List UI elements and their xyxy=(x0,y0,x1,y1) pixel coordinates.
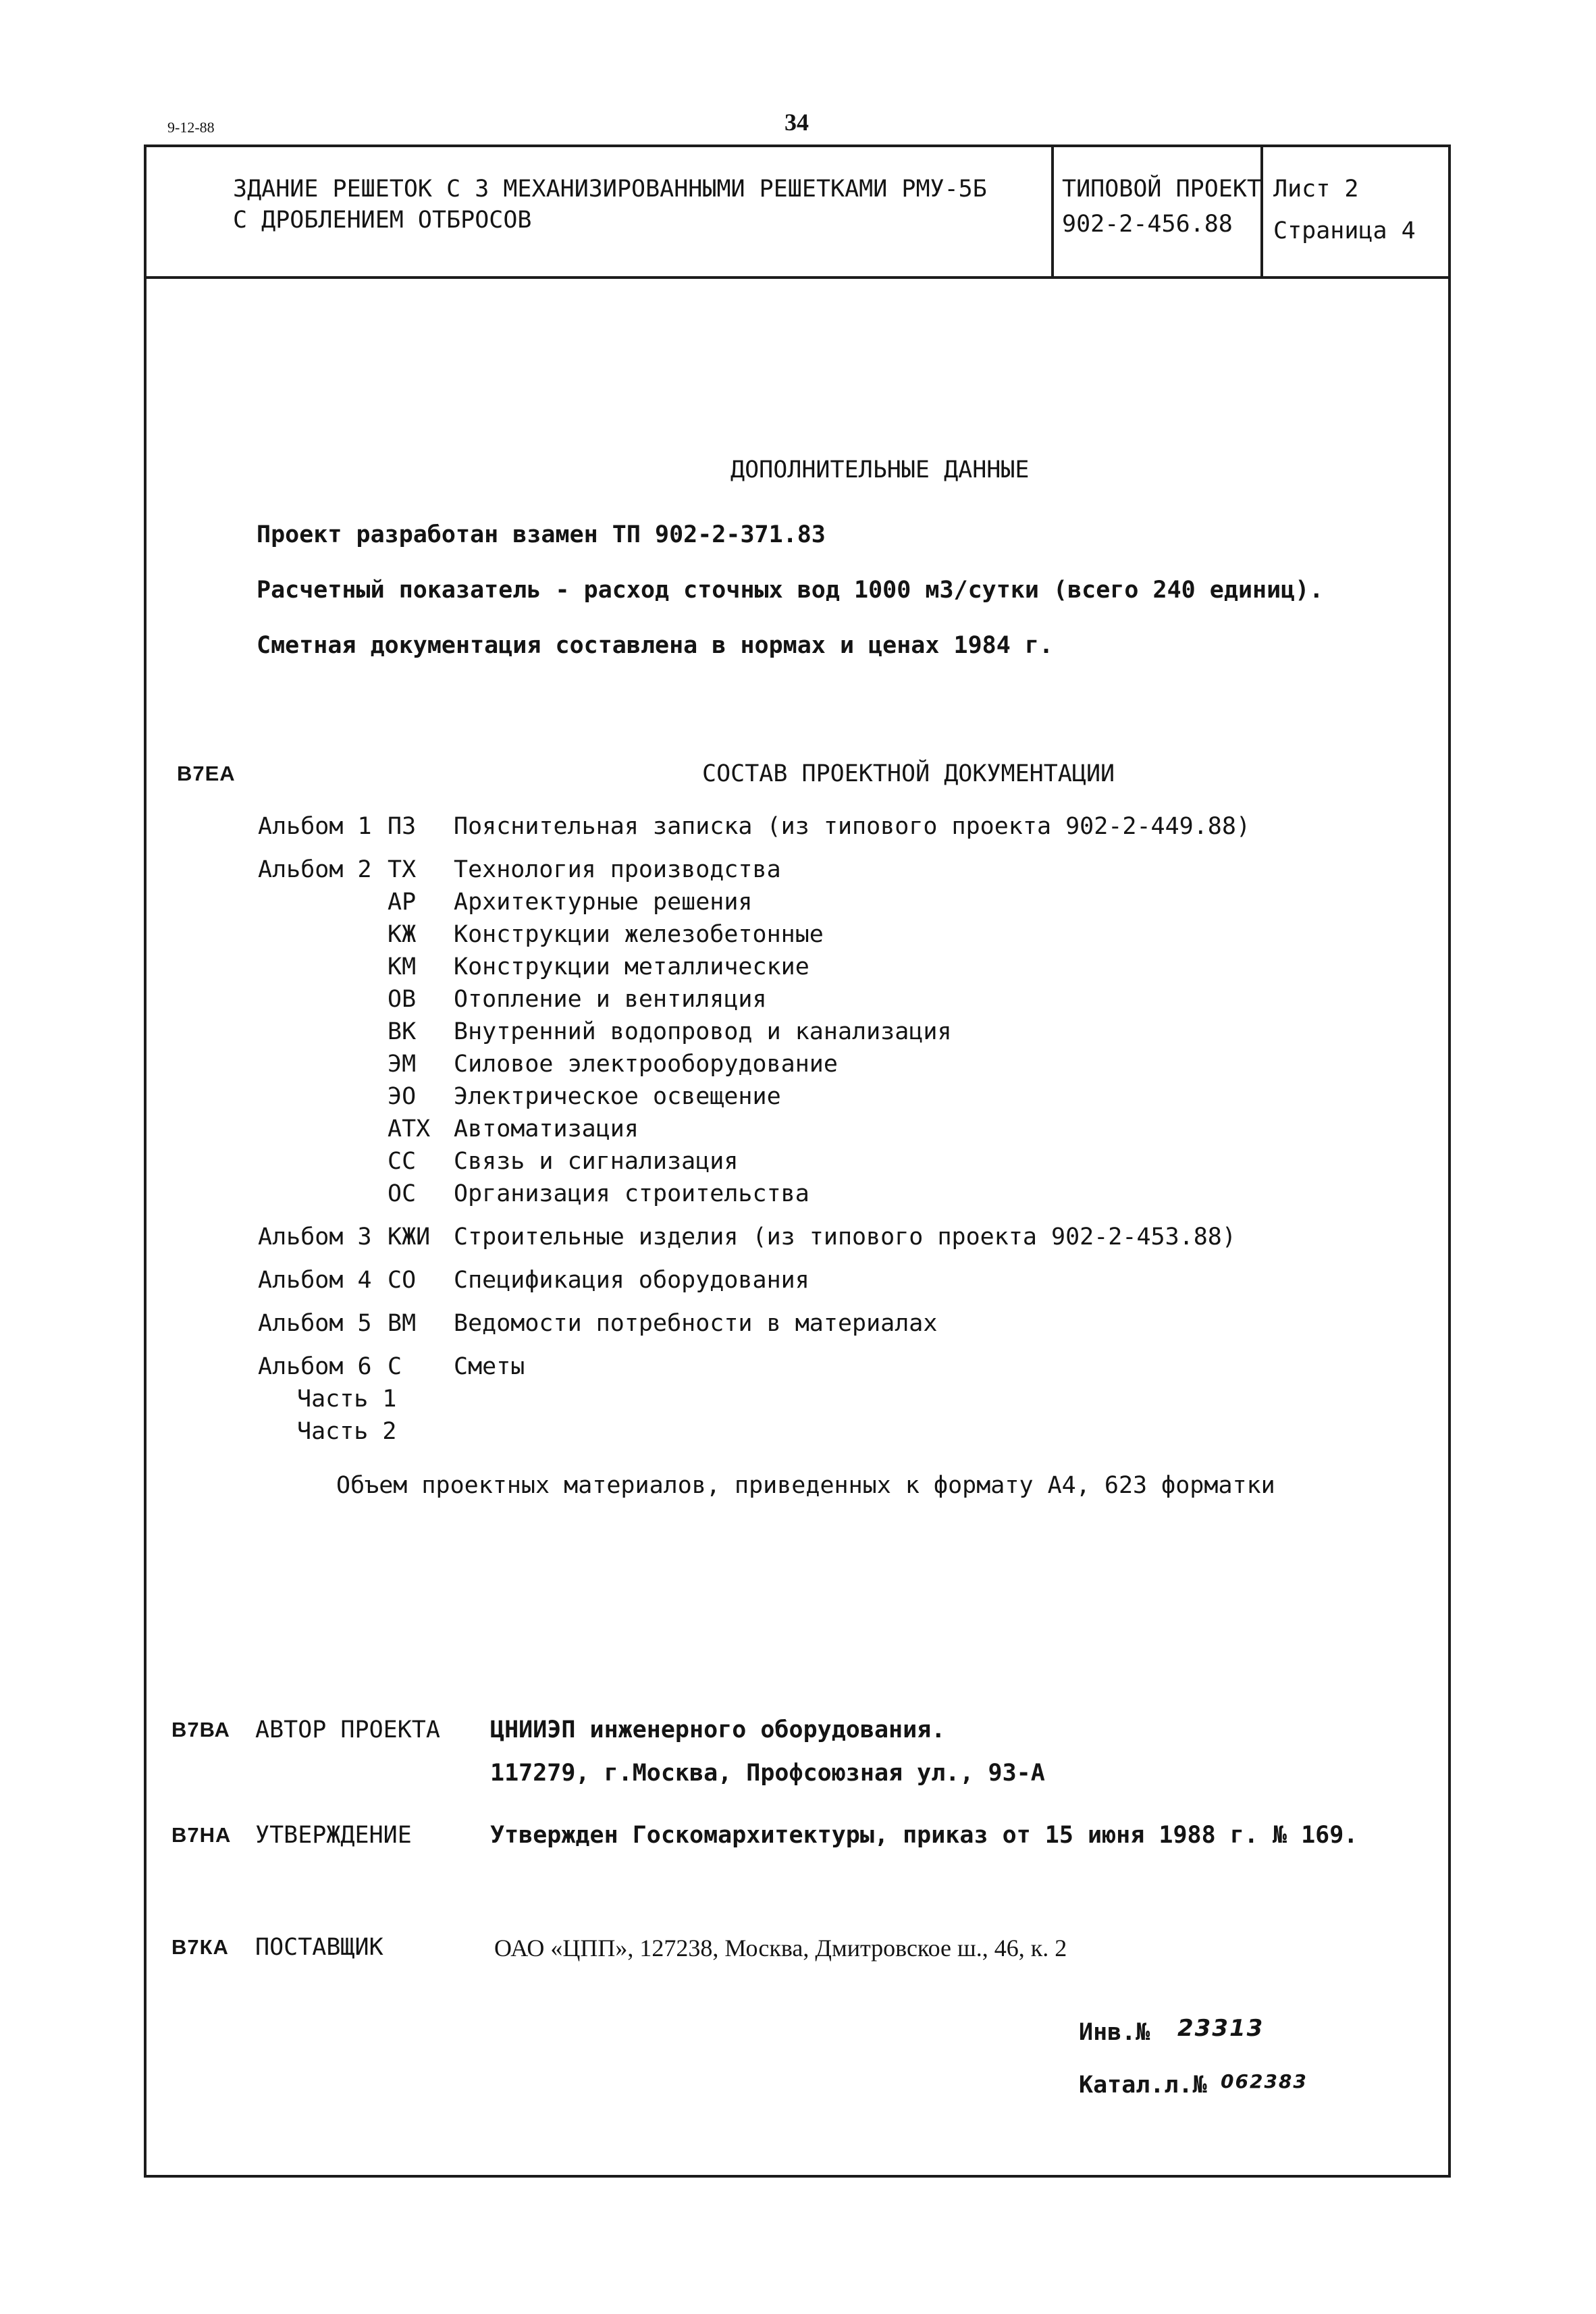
album-text: Ведомости потребности в материалах xyxy=(454,1310,938,1337)
part-label: Часть 2 xyxy=(297,1418,397,1445)
header-column-divider xyxy=(1051,147,1054,278)
project-label: ТИПОВОЙ ПРОЕКТ xyxy=(1062,176,1262,203)
catalog-number: 062383 xyxy=(1221,2070,1308,2093)
album-label: Альбом 2 xyxy=(258,856,372,883)
album-label: Альбом 3 xyxy=(258,1224,372,1251)
album-abbr: ВК xyxy=(388,1018,417,1045)
album-text: Пояснительная записка (из типового проекта 902-2-449.88) xyxy=(454,813,1251,840)
part-label: Часть 1 xyxy=(297,1386,397,1413)
header-divider xyxy=(147,276,1448,279)
album-text: Сметы xyxy=(454,1353,525,1380)
header-column-divider xyxy=(1260,147,1263,278)
author-code: В7ВА xyxy=(171,1718,230,1741)
document-title-line-1: ЗДАНИЕ РЕШЕТОК С 3 МЕХАНИЗИРОВАННЫМИ РЕШЕТКАМИ РМУ-5Б xyxy=(233,176,987,203)
album-text: Электрическое освещение xyxy=(454,1083,781,1110)
album-text: Связь и сигнализация xyxy=(454,1148,739,1175)
approval-label: УТВЕРЖДЕНИЕ xyxy=(255,1822,412,1849)
album-label: Альбом 5 xyxy=(258,1310,372,1337)
album-abbr: СС xyxy=(388,1148,417,1175)
album-text: Архитектурные решения xyxy=(454,889,753,916)
document-frame xyxy=(144,144,1451,2178)
page-number: 34 xyxy=(784,109,809,136)
album-text: Конструкции железобетонные xyxy=(454,921,824,948)
album-abbr: КЖИ xyxy=(388,1224,431,1251)
supplier-text: ОАО «ЦПП», 127238, Москва, Дмитровское ш., 46, к. 2 xyxy=(494,1935,1067,1962)
album-abbr: ОВ xyxy=(388,986,417,1013)
author-organization: ЦНИИЭП инженерного оборудования. xyxy=(490,1716,946,1743)
album-abbr: ОС xyxy=(388,1180,417,1207)
page-label: Страница 4 xyxy=(1273,217,1416,244)
additional-line: Проект разработан взамен ТП 902-2-371.83 xyxy=(257,521,826,548)
supplier-label: ПОСТАВЩИК xyxy=(255,1934,383,1961)
album-label: Альбом 6 xyxy=(258,1353,372,1380)
composition-code: В7ЕА xyxy=(177,762,236,785)
album-text: Организация строительства xyxy=(454,1180,809,1207)
author-address: 117279, г.Москва, Профсоюзная ул., 93-А xyxy=(490,1760,1045,1787)
album-abbr: КЖ xyxy=(388,921,417,948)
album-abbr: КМ xyxy=(388,953,417,980)
additional-line: Расчетный показатель - расход сточных вод 1000 м3/сутки (всего 240 единиц). xyxy=(257,577,1324,604)
album-abbr: ВМ xyxy=(388,1310,417,1337)
album-label: Альбом 1 xyxy=(258,813,372,840)
album-abbr: ЭО xyxy=(388,1083,417,1110)
album-abbr: ТХ xyxy=(388,856,417,883)
composition-heading: СОСТАВ ПРОЕКТНОЙ ДОКУМЕНТАЦИИ xyxy=(702,760,1115,787)
album-text: Строительные изделия (из типового проекта 902-2-453.88) xyxy=(454,1224,1236,1251)
album-abbr: СО xyxy=(388,1267,417,1294)
author-label: АВТОР ПРОЕКТА xyxy=(255,1716,440,1743)
approval-code: В7НА xyxy=(171,1823,232,1847)
album-text: Конструкции металлические xyxy=(454,953,809,980)
additional-data-heading: ДОПОЛНИТЕЛЬНЫЕ ДАННЫЕ xyxy=(730,456,1030,483)
approval-text: Утвержден Госкомархитектуры, приказ от 15 июня 1988 г. № 169. xyxy=(490,1822,1358,1849)
supplier-code: В7КА xyxy=(171,1935,229,1959)
album-text: Отопление и вентиляция xyxy=(454,986,767,1013)
album-text: Спецификация оборудования xyxy=(454,1267,809,1294)
album-text: Автоматизация xyxy=(454,1115,639,1142)
inventory-label: Инв.№ xyxy=(1079,2019,1150,2046)
catalog-label: Катал.л.№ xyxy=(1079,2072,1207,2099)
album-text: Силовое электрооборудование xyxy=(454,1051,838,1078)
additional-line: Сметная документация составлена в нормах и ценах 1984 г. xyxy=(257,632,1054,659)
album-abbr: АР xyxy=(388,889,417,916)
project-number: 902-2-456.88 xyxy=(1062,211,1233,238)
date-stamp: 9-12-88 xyxy=(167,119,215,136)
inventory-number: 23313 xyxy=(1177,2015,1265,2042)
album-label: Альбом 4 xyxy=(258,1267,372,1294)
album-text: Технология производства xyxy=(454,856,781,883)
sheet-number: Лист 2 xyxy=(1273,176,1359,203)
album-abbr: ЭМ xyxy=(388,1051,417,1078)
album-abbr: АТХ xyxy=(388,1115,431,1142)
album-abbr: С xyxy=(388,1353,402,1380)
album-text: Внутренний водопровод и канализация xyxy=(454,1018,952,1045)
album-abbr: ПЗ xyxy=(388,813,417,840)
document-title-line-2: С ДРОБЛЕНИЕМ ОТБРОСОВ xyxy=(233,207,532,234)
volume-note: Объем проектных материалов, приведенных к формату А4, 623 форматки xyxy=(336,1472,1275,1499)
